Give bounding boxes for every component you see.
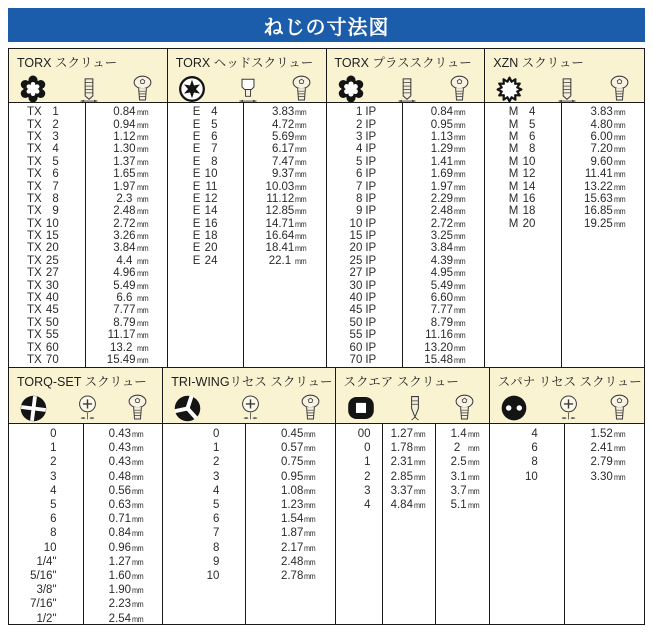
- size-column: [163, 424, 245, 624]
- size-cell: TX 45: [26, 304, 59, 317]
- size-cell: 5/16": [30, 569, 57, 582]
- size-cell: 15 IP: [349, 230, 377, 243]
- value-column: [402, 103, 484, 367]
- value-cell: 2.5 mm: [450, 456, 479, 469]
- size-cell: 45 IP: [349, 304, 377, 317]
- value-cell: 9.37 mm: [271, 168, 307, 181]
- value-cell: 2.23 mm: [108, 598, 144, 611]
- section-header: [327, 49, 485, 103]
- size-cell: 10: [525, 470, 538, 483]
- value-column: [564, 424, 644, 624]
- section-title: TORQ-SET スクリュー: [17, 375, 147, 389]
- section-title: XZN スクリュー: [493, 56, 584, 70]
- value-cell: 2.72 mm: [430, 217, 466, 230]
- size-cell: 0: [364, 442, 371, 455]
- size-cell: 1/4": [36, 555, 57, 568]
- screw-head-front-icon: [126, 393, 149, 423]
- section-torx-screw: [9, 49, 168, 367]
- section-header: [336, 368, 489, 424]
- bottom-tables-grid: [8, 367, 645, 625]
- section-header: [163, 368, 334, 424]
- top-tables-grid: [8, 48, 645, 367]
- value-cell: 1.78 mm: [390, 442, 426, 455]
- screw-side-measure-icon: [77, 75, 101, 104]
- size-cell: TX 8: [26, 192, 59, 205]
- external-torx-drive-icon: [177, 74, 207, 104]
- value-column: [243, 103, 325, 367]
- section-header: [9, 49, 167, 103]
- size-cell: 7/16": [30, 598, 57, 611]
- size-cell: M 12: [508, 168, 536, 181]
- value-cell: 6.60 mm: [430, 292, 466, 305]
- size-cell: E 14: [192, 205, 218, 218]
- value-cell: 1.41 mm: [430, 155, 466, 168]
- value-cell: 13.22 mm: [584, 180, 626, 193]
- value-cell: 1.69 mm: [430, 168, 466, 181]
- size-cell: 25 IP: [349, 254, 377, 267]
- value-cell: 22.1 mm: [268, 254, 307, 267]
- value-cell: 0.71 mm: [108, 513, 144, 526]
- size-cell: 8: [50, 527, 57, 540]
- size-cell: TX 6: [26, 168, 59, 181]
- size-cell: 50 IP: [349, 316, 377, 329]
- value-cell: 4.95 mm: [430, 267, 466, 280]
- size-cell: E 18: [192, 230, 218, 243]
- value-cell: 11.16 mm: [425, 329, 466, 342]
- value-cell: 8.79 mm: [430, 316, 466, 329]
- value-cell: 0.84 mm: [113, 106, 148, 119]
- section-tri-wing-screw: [163, 368, 335, 624]
- size-cell: E 10: [192, 168, 218, 181]
- screw-top-measure-icon: [556, 394, 581, 423]
- size-column: [327, 103, 403, 367]
- value-column: [245, 424, 334, 624]
- value-cell: 3.83 mm: [271, 106, 307, 119]
- value-cell: 3.1 mm: [450, 470, 479, 483]
- size-column: [485, 103, 561, 367]
- screw-top-measure-icon: [238, 394, 263, 423]
- section-title: TORX スクリュー: [17, 56, 118, 70]
- value-cell: 7.20 mm: [590, 143, 626, 156]
- size-cell: TX 20: [26, 242, 59, 255]
- section-xzn-screw: [485, 49, 644, 367]
- value-cell: 15.49 mm: [106, 354, 148, 366]
- value-cell: 1.65 mm: [113, 168, 148, 181]
- value-cell: 3.84 mm: [430, 242, 466, 255]
- size-cell: E 4: [192, 106, 218, 119]
- section-icons: [9, 390, 162, 427]
- size-cell: 2 IP: [355, 118, 377, 131]
- size-cell: 20 IP: [349, 242, 377, 255]
- section-header: [168, 49, 326, 103]
- value-cell: 15.63 mm: [584, 192, 626, 205]
- section-icons: [163, 390, 334, 427]
- value-cell: 2.54 mm: [108, 612, 144, 625]
- size-cell: M 18: [508, 205, 536, 218]
- torx-drive-icon: [18, 74, 48, 104]
- size-cell: TX 25: [26, 254, 59, 267]
- size-cell: 8: [213, 541, 220, 554]
- size-cell: M 6: [508, 130, 536, 143]
- size-cell: TX 3: [26, 130, 59, 143]
- size-cell: M 4: [508, 106, 536, 119]
- size-table: [163, 424, 334, 624]
- value-cell: 16.85 mm: [584, 205, 626, 218]
- size-cell: TX 4: [26, 143, 59, 156]
- value-column: [435, 424, 489, 624]
- screw-head-front-icon: [608, 393, 631, 423]
- size-cell: 1 IP: [355, 106, 377, 119]
- value-cell: 5.49 mm: [430, 279, 466, 292]
- size-cell: 10 IP: [349, 217, 377, 230]
- value-cell: 0.45 mm: [280, 428, 316, 441]
- value-cell: 1.08 mm: [280, 484, 316, 497]
- value-cell: 2.79 mm: [590, 456, 626, 469]
- socket-side-measure-icon: [236, 75, 260, 104]
- size-cell: TX 60: [26, 341, 59, 354]
- size-table: [9, 424, 162, 624]
- value-cell: 7.77 mm: [430, 304, 466, 317]
- size-cell: M 10: [508, 155, 536, 168]
- size-cell: 1: [364, 456, 371, 469]
- size-cell: E 11: [192, 180, 218, 193]
- size-cell: 9 IP: [355, 205, 377, 218]
- value-cell: 1.52 mm: [590, 428, 626, 441]
- size-cell: 00: [357, 428, 371, 441]
- size-cell: 8 IP: [355, 192, 377, 205]
- value-cell: 1.30 mm: [113, 143, 148, 156]
- value-cell: 16.64 mm: [265, 230, 307, 243]
- value-cell: 2.41 mm: [590, 442, 626, 455]
- value-cell: 7.47 mm: [271, 155, 307, 168]
- torq-set-drive-icon: [18, 393, 49, 424]
- value-cell: 11.12 mm: [266, 192, 307, 205]
- size-cell: E 12: [192, 192, 218, 205]
- value-column: [561, 103, 644, 367]
- section-title: TRI-WINGリセス スクリュー: [171, 375, 333, 389]
- page-title: ねじの寸法図: [8, 8, 645, 42]
- value-cell: 3.30 mm: [590, 470, 626, 483]
- size-cell: TX 27: [26, 267, 59, 280]
- size-cell: E 5: [192, 118, 218, 131]
- size-table: [168, 103, 326, 367]
- value-cell: 4.84 mm: [390, 499, 426, 512]
- size-cell: 10: [206, 569, 220, 582]
- size-cell: 1/2": [36, 612, 57, 625]
- size-cell: TX 9: [26, 205, 59, 218]
- value-cell: 13.20 mm: [424, 341, 466, 354]
- value-cell: 11.17 mm: [107, 329, 148, 342]
- size-cell: 9: [213, 555, 220, 568]
- value-cell: 2.17 mm: [280, 541, 316, 554]
- size-cell: 7: [213, 527, 220, 540]
- size-cell: TX 40: [26, 292, 59, 305]
- value-column: [382, 424, 436, 624]
- value-cell: 0.84 mm: [430, 106, 466, 119]
- value-cell: 1.29 mm: [430, 143, 466, 156]
- value-cell: 0.56 mm: [108, 484, 144, 497]
- value-cell: 12.85 mm: [265, 205, 307, 218]
- size-cell: 55 IP: [349, 329, 377, 342]
- value-cell: 0.57 mm: [280, 442, 316, 455]
- driver-tip-measure-icon: [403, 394, 427, 423]
- size-cell: 4 IP: [355, 143, 377, 156]
- screw-top-measure-icon: [75, 394, 100, 423]
- size-cell: 2: [364, 470, 371, 483]
- value-cell: 2.48 mm: [430, 205, 466, 218]
- size-cell: E 8: [192, 155, 218, 168]
- value-cell: 0.43 mm: [108, 456, 144, 469]
- size-cell: 0: [50, 428, 57, 441]
- size-cell: 40 IP: [349, 292, 377, 305]
- value-cell: 1.60 mm: [108, 569, 144, 582]
- value-cell: 3.84 mm: [113, 242, 148, 255]
- value-cell: 0.94 mm: [113, 118, 148, 131]
- value-cell: 0.43 mm: [108, 442, 144, 455]
- value-cell: 3.37 mm: [390, 484, 426, 497]
- size-cell: TX 1: [26, 106, 59, 119]
- size-cell: 3/8": [36, 584, 57, 597]
- value-cell: 7.77 mm: [113, 304, 148, 317]
- size-column: [336, 424, 382, 624]
- size-cell: 7 IP: [355, 180, 377, 193]
- value-cell: 15.48 mm: [424, 354, 466, 366]
- screw-head-front-icon: [608, 74, 631, 104]
- size-column: [9, 424, 83, 624]
- value-cell: 1.4 mm: [450, 428, 479, 441]
- size-cell: E 7: [192, 143, 218, 156]
- section-square-screw: [336, 368, 490, 624]
- value-cell: 0.95 mm: [280, 470, 316, 483]
- size-cell: 4: [50, 484, 57, 497]
- value-cell: 11.41 mm: [584, 168, 626, 181]
- value-cell: 2.78 mm: [280, 569, 316, 582]
- section-title: TORX プラススクリュー: [334, 56, 472, 70]
- value-cell: 1.97 mm: [430, 180, 466, 193]
- size-column: [168, 103, 244, 367]
- value-cell: 3.26 mm: [113, 230, 148, 243]
- size-table: [9, 103, 167, 367]
- size-cell: E 24: [192, 254, 218, 267]
- value-cell: 2.85 mm: [390, 470, 426, 483]
- value-cell: 19.25 mm: [584, 217, 626, 230]
- size-cell: TX 10: [26, 217, 59, 230]
- size-cell: 3: [50, 470, 57, 483]
- size-cell: M 8: [508, 143, 536, 156]
- size-cell: 2: [213, 456, 220, 469]
- size-cell: 70 IP: [349, 354, 377, 366]
- xzn-drive-icon: [494, 74, 525, 105]
- screw-head-front-icon: [453, 393, 476, 423]
- section-title: スパナ リセス スクリュー: [497, 375, 642, 389]
- size-cell: E 6: [192, 130, 218, 143]
- section-icons: [336, 390, 489, 427]
- size-cell: TX 15: [26, 230, 59, 243]
- section-torq-set-screw: [9, 368, 163, 624]
- value-column: [85, 103, 167, 367]
- section-icons: [490, 390, 644, 427]
- value-cell: 1.90 mm: [108, 584, 144, 597]
- section-header: [485, 49, 644, 103]
- value-cell: 2.48 mm: [113, 205, 148, 218]
- value-cell: 9.60 mm: [590, 155, 626, 168]
- size-cell: 4: [531, 428, 538, 441]
- size-cell: TX 55: [26, 329, 59, 342]
- screw-head-front-icon: [290, 74, 313, 104]
- size-cell: 0: [213, 428, 220, 441]
- value-cell: 1.54 mm: [280, 513, 316, 526]
- value-cell: 6.6 mm: [116, 292, 148, 305]
- value-cell: 5.69 mm: [271, 130, 307, 143]
- size-table: [336, 424, 489, 624]
- value-cell: 1.13 mm: [430, 130, 466, 143]
- size-cell: TX 5: [26, 155, 59, 168]
- size-column: [490, 424, 564, 624]
- value-cell: 0.95 mm: [430, 118, 466, 131]
- size-cell: 3 IP: [355, 130, 377, 143]
- size-cell: 30 IP: [349, 279, 377, 292]
- value-cell: 3.25 mm: [430, 230, 466, 243]
- screw-head-front-icon: [131, 74, 154, 104]
- size-table: [485, 103, 644, 367]
- size-cell: M 16: [508, 192, 536, 205]
- value-cell: 0.63 mm: [108, 499, 144, 512]
- size-cell: 5: [50, 499, 57, 512]
- value-cell: 0.75 mm: [280, 456, 316, 469]
- tri-wing-drive-icon: [172, 393, 203, 424]
- value-cell: 1.87 mm: [280, 527, 316, 540]
- screw-head-front-icon: [448, 74, 471, 104]
- value-cell: 8.79 mm: [113, 316, 148, 329]
- size-cell: TX 30: [26, 279, 59, 292]
- page: [0, 8, 653, 632]
- size-cell: 2: [50, 456, 57, 469]
- value-cell: 2.3 mm: [116, 192, 148, 205]
- square-drive-icon: [345, 393, 377, 423]
- size-cell: TX 70: [26, 354, 59, 366]
- value-cell: 10.03 mm: [265, 180, 307, 193]
- value-cell: 0.96 mm: [108, 541, 144, 554]
- section-torx-plus-screw: [327, 49, 486, 367]
- value-cell: 3.7 mm: [450, 484, 479, 497]
- size-cell: 27 IP: [349, 267, 377, 280]
- size-cell: 6: [213, 513, 220, 526]
- screw-side-measure-icon: [395, 75, 419, 104]
- value-cell: 1.27 mm: [390, 428, 426, 441]
- value-cell: 2 mm: [453, 442, 479, 455]
- value-cell: 5.49 mm: [113, 279, 148, 292]
- size-cell: 8: [531, 456, 538, 469]
- value-cell: 6.17 mm: [271, 143, 307, 156]
- value-cell: 14.71 mm: [265, 217, 307, 230]
- section-title: TORX ヘッドスクリュー: [175, 56, 314, 70]
- value-cell: 4.96 mm: [113, 267, 148, 280]
- size-cell: TX 7: [26, 180, 59, 193]
- value-cell: 4.72 mm: [271, 118, 307, 131]
- size-column: [9, 103, 85, 367]
- size-cell: 3: [213, 470, 220, 483]
- size-cell: 4: [364, 499, 371, 512]
- torx-plus-drive-icon: [336, 74, 366, 104]
- size-cell: E 20: [192, 242, 218, 255]
- value-column: [83, 424, 163, 624]
- size-table: [490, 424, 644, 624]
- value-cell: 1.27 mm: [108, 555, 144, 568]
- value-cell: 3.83 mm: [590, 106, 626, 119]
- section-header: [9, 368, 162, 424]
- size-cell: M 14: [508, 180, 536, 193]
- size-cell: 5: [213, 499, 220, 512]
- screw-side-measure-icon: [555, 75, 579, 104]
- section-torx-head-screw: [168, 49, 327, 367]
- value-cell: 2.72 mm: [113, 217, 148, 230]
- size-cell: 1: [213, 442, 220, 455]
- size-cell: E 16: [192, 217, 218, 230]
- size-cell: TX 2: [26, 118, 59, 131]
- size-cell: 6 IP: [355, 168, 377, 181]
- value-cell: 1.23 mm: [280, 499, 316, 512]
- size-cell: 60 IP: [349, 341, 377, 354]
- value-cell: 4.4 mm: [116, 254, 148, 267]
- value-cell: 0.84 mm: [108, 527, 144, 540]
- value-cell: 1.37 mm: [113, 155, 148, 168]
- section-header: [490, 368, 644, 424]
- section-spanner-recess-screw: [490, 368, 644, 624]
- size-cell: 4: [213, 484, 220, 497]
- value-cell: 1.12 mm: [113, 130, 148, 143]
- screw-head-front-icon: [299, 393, 322, 423]
- value-cell: 4.39 mm: [430, 254, 466, 267]
- size-cell: 1: [50, 442, 57, 455]
- value-cell: 5.1 mm: [450, 499, 479, 512]
- value-cell: 4.80 mm: [590, 118, 626, 131]
- value-cell: 2.48 mm: [280, 555, 316, 568]
- spanner-drive-icon: [499, 393, 529, 423]
- size-cell: 6: [50, 513, 57, 526]
- value-cell: 18.41 mm: [265, 242, 307, 255]
- size-table: [327, 103, 485, 367]
- size-cell: M 20: [508, 217, 536, 230]
- size-cell: 5 IP: [355, 155, 377, 168]
- value-cell: 6.00 mm: [590, 130, 626, 143]
- size-cell: TX 50: [26, 316, 59, 329]
- value-cell: 0.48 mm: [108, 470, 144, 483]
- size-cell: 10: [43, 541, 57, 554]
- value-cell: 0.43 mm: [108, 428, 144, 441]
- value-cell: 13.2 mm: [110, 341, 148, 354]
- value-cell: 2.31 mm: [390, 456, 426, 469]
- value-cell: 1.97 mm: [113, 180, 148, 193]
- size-cell: M 5: [508, 118, 536, 131]
- value-cell: 2.29 mm: [430, 192, 466, 205]
- size-cell: 6: [531, 442, 538, 455]
- size-cell: 3: [364, 484, 371, 497]
- section-title: スクエア スクリュー: [343, 375, 459, 389]
